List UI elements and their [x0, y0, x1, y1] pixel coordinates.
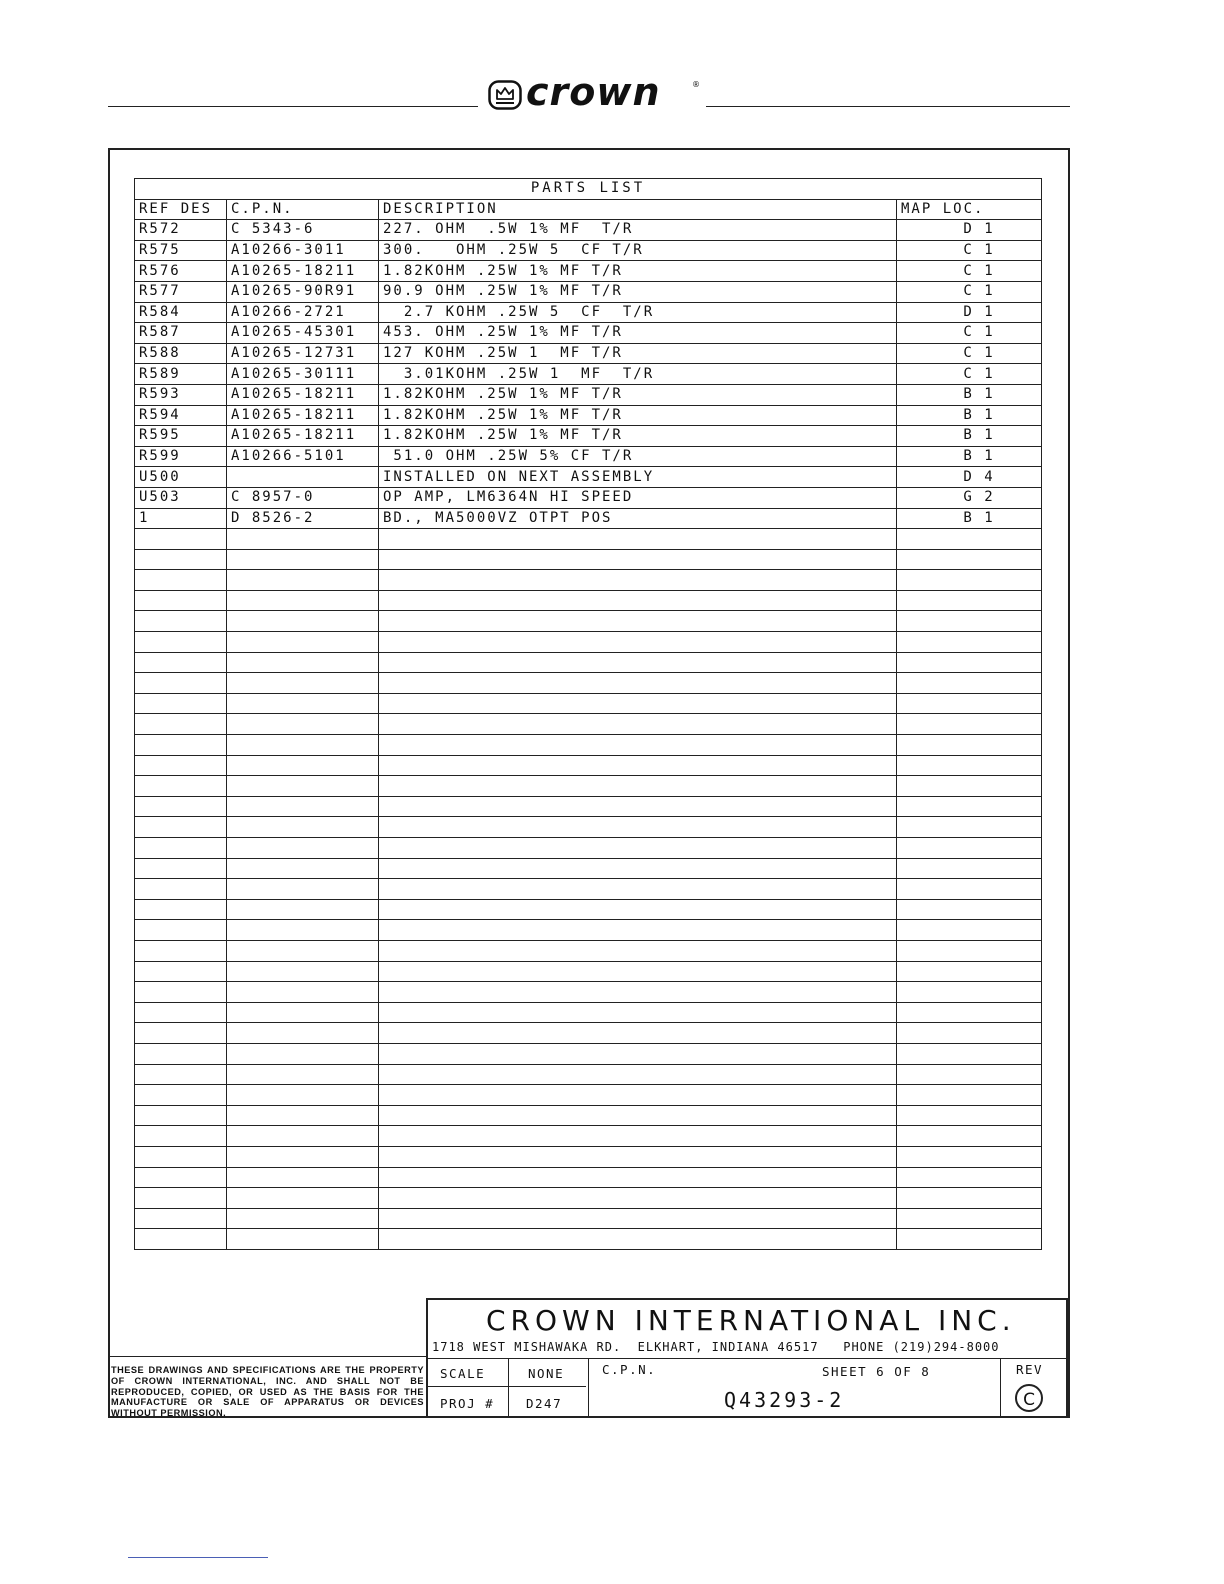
parts-row: [135, 1105, 1042, 1126]
registered-mark: ®: [692, 80, 700, 89]
map-loc-cell: [897, 549, 1042, 570]
ref-des-cell: R577: [135, 281, 227, 302]
ref-des-cell: R588: [135, 343, 227, 364]
description-cell: [379, 611, 897, 632]
parts-row: [135, 1126, 1042, 1147]
map-loc-cell: [897, 755, 1042, 776]
description-cell: [379, 1146, 897, 1167]
col-ref-des: REF DES: [135, 199, 227, 220]
cpn-cell: A10265-18211: [227, 426, 379, 447]
ref-des-cell: [135, 755, 227, 776]
parts-row: [135, 817, 1042, 838]
ref-des-cell: [135, 611, 227, 632]
ref-des-cell: R595: [135, 426, 227, 447]
scale-label: SCALE: [440, 1366, 486, 1381]
parts-row: [135, 549, 1042, 570]
description-cell: [379, 1167, 897, 1188]
cpn-cell: [227, 1023, 379, 1044]
cpn-cell: A10265-18211: [227, 405, 379, 426]
parts-row: [135, 323, 1042, 344]
ref-des-cell: [135, 1105, 227, 1126]
ref-des-cell: [135, 1085, 227, 1106]
description-cell: [379, 1085, 897, 1106]
description-cell: [379, 982, 897, 1003]
ref-des-cell: [135, 735, 227, 756]
parts-row: [135, 632, 1042, 653]
cpn-cell: C 5343-6: [227, 220, 379, 241]
cpn-cell: A10265-12731: [227, 343, 379, 364]
ref-des-cell: R599: [135, 446, 227, 467]
description-cell: [379, 590, 897, 611]
ref-des-cell: R593: [135, 384, 227, 405]
crown-logo: [488, 70, 702, 116]
ref-des-cell: [135, 796, 227, 817]
ref-des-cell: [135, 1023, 227, 1044]
map-loc-cell: [897, 1167, 1042, 1188]
ref-des-cell: [135, 961, 227, 982]
ref-des-cell: R589: [135, 364, 227, 385]
cpn-cell: A10265-18211: [227, 261, 379, 282]
cpn-cell: [227, 899, 379, 920]
map-loc-cell: [897, 838, 1042, 859]
description-cell: [379, 961, 897, 982]
cpn-cell: [227, 858, 379, 879]
cpn-cell: [227, 940, 379, 961]
scale-value: NONE: [528, 1366, 565, 1381]
column-header-row: [135, 199, 1042, 220]
map-loc-cell: C 1: [897, 240, 1042, 261]
ref-des-cell: [135, 529, 227, 550]
description-cell: [379, 549, 897, 570]
map-loc-cell: C 1: [897, 281, 1042, 302]
parts-row: [135, 1229, 1042, 1250]
parts-row: [135, 529, 1042, 550]
sheet-number: SHEET 6 OF 8: [822, 1364, 931, 1379]
cpn-cell: [227, 632, 379, 653]
parts-row: [135, 1023, 1042, 1044]
parts-row: [135, 405, 1042, 426]
cpn-cell: C 8957-0: [227, 487, 379, 508]
map-loc-cell: [897, 714, 1042, 735]
parts-row: [135, 343, 1042, 364]
map-loc-cell: [897, 1023, 1042, 1044]
parts-row: [135, 961, 1042, 982]
ref-des-cell: [135, 1208, 227, 1229]
description-cell: [379, 858, 897, 879]
map-loc-cell: [897, 776, 1042, 797]
col-description: DESCRIPTION: [379, 199, 897, 220]
cpn-cell: [227, 1229, 379, 1250]
parts-row: [135, 693, 1042, 714]
description-cell: [379, 1002, 897, 1023]
description-cell: 300. OHM .25W 5 CF T/R: [379, 240, 897, 261]
ref-des-cell: [135, 899, 227, 920]
cpn-cell: [227, 879, 379, 900]
parts-row: [135, 796, 1042, 817]
description-cell: INSTALLED ON NEXT ASSEMBLY: [379, 467, 897, 488]
map-loc-cell: [897, 632, 1042, 653]
ref-des-cell: [135, 776, 227, 797]
cpn-cell: A10265-18211: [227, 384, 379, 405]
cpn-cell: [227, 1043, 379, 1064]
cpn-cell: [227, 982, 379, 1003]
cpn-cell: [227, 1002, 379, 1023]
cpn-cell: [227, 693, 379, 714]
parts-list-body: [135, 220, 1042, 1250]
description-cell: [379, 735, 897, 756]
title-block-divider-scale: [428, 1386, 586, 1387]
cpn-cell: [227, 735, 379, 756]
description-cell: 2.7 KOHM .25W 5 CF T/R: [379, 302, 897, 323]
map-loc-cell: B 1: [897, 384, 1042, 405]
divider: [1000, 1358, 1001, 1418]
cpn-cell: [227, 920, 379, 941]
map-loc-cell: [897, 652, 1042, 673]
description-cell: [379, 1229, 897, 1250]
description-cell: [379, 652, 897, 673]
map-loc-cell: [897, 899, 1042, 920]
cpn-cell: [227, 673, 379, 694]
ref-des-cell: R587: [135, 323, 227, 344]
parts-row: [135, 240, 1042, 261]
map-loc-cell: D 4: [897, 467, 1042, 488]
cpn-label: C.P.N.: [602, 1362, 657, 1377]
cpn-cell: [227, 590, 379, 611]
parts-row: [135, 858, 1042, 879]
cpn-cell: A10266-3011: [227, 240, 379, 261]
ref-des-cell: [135, 838, 227, 859]
company-address: 1718 WEST MISHAWAKA RD. ELKHART, INDIANA 46517 PHONE (219)294-8000: [432, 1340, 1000, 1354]
ref-des-cell: [135, 549, 227, 570]
ref-des-cell: [135, 1064, 227, 1085]
parts-row: [135, 776, 1042, 797]
ref-des-cell: R584: [135, 302, 227, 323]
description-cell: [379, 1023, 897, 1044]
cpn-cell: [227, 652, 379, 673]
map-loc-cell: [897, 529, 1042, 550]
cpn-cell: A10265-90R91: [227, 281, 379, 302]
cpn-cell: D 8526-2: [227, 508, 379, 529]
parts-row: [135, 1167, 1042, 1188]
parts-row: [135, 1146, 1042, 1167]
cpn-cell: [227, 1146, 379, 1167]
map-loc-cell: [897, 940, 1042, 961]
parts-row: [135, 281, 1042, 302]
description-cell: [379, 529, 897, 550]
parts-row: [135, 982, 1042, 1003]
map-loc-cell: [897, 1229, 1042, 1250]
parts-row: [135, 714, 1042, 735]
parts-row: [135, 467, 1042, 488]
cpn-cell: [227, 838, 379, 859]
parts-row: [135, 611, 1042, 632]
description-cell: BD., MA5000VZ OTPT POS: [379, 508, 897, 529]
map-loc-cell: G 2: [897, 487, 1042, 508]
description-cell: [379, 879, 897, 900]
description-cell: 1.82KOHM .25W 1% MF T/R: [379, 426, 897, 447]
map-loc-cell: [897, 982, 1042, 1003]
map-loc-cell: B 1: [897, 446, 1042, 467]
ref-des-cell: [135, 858, 227, 879]
proj-label: PROJ #: [440, 1396, 495, 1411]
description-cell: 3.01KOHM .25W 1 MF T/R: [379, 364, 897, 385]
parts-row: [135, 1208, 1042, 1229]
ref-des-cell: [135, 940, 227, 961]
parts-row: [135, 899, 1042, 920]
cpn-cell: [227, 1085, 379, 1106]
cpn-cell: [227, 570, 379, 591]
map-loc-cell: [897, 920, 1042, 941]
parts-row: [135, 1064, 1042, 1085]
description-cell: 1.82KOHM .25W 1% MF T/R: [379, 405, 897, 426]
ref-des-cell: [135, 632, 227, 653]
description-cell: [379, 714, 897, 735]
description-cell: [379, 838, 897, 859]
map-loc-cell: [897, 1146, 1042, 1167]
ref-des-cell: [135, 879, 227, 900]
logo-wordmark: crown: [526, 70, 661, 114]
title-block: [426, 1298, 1068, 1418]
cpn-cell: [227, 1208, 379, 1229]
map-loc-cell: [897, 1126, 1042, 1147]
description-cell: [379, 1208, 897, 1229]
map-loc-cell: D 1: [897, 220, 1042, 241]
col-cpn: C.P.N.: [227, 199, 379, 220]
cpn-cell: [227, 1126, 379, 1147]
map-loc-cell: [897, 961, 1042, 982]
map-loc-cell: [897, 693, 1042, 714]
cpn-cell: A10265-45301: [227, 323, 379, 344]
map-loc-cell: C 1: [897, 323, 1042, 344]
description-cell: [379, 1126, 897, 1147]
company-name: CROWN INTERNATIONAL INC.: [486, 1304, 1016, 1337]
map-loc-cell: [897, 1105, 1042, 1126]
description-cell: [379, 570, 897, 591]
parts-row: [135, 1188, 1042, 1209]
cpn-cell: [227, 1188, 379, 1209]
ref-des-cell: [135, 673, 227, 694]
description-cell: 1.82KOHM .25W 1% MF T/R: [379, 384, 897, 405]
drawing-cpn: Q43293-2: [724, 1388, 845, 1412]
title-block-divider: [428, 1358, 1066, 1359]
description-cell: [379, 693, 897, 714]
description-cell: 227. OHM .5W 1% MF T/R: [379, 220, 897, 241]
cpn-cell: [227, 467, 379, 488]
cpn-cell: [227, 817, 379, 838]
ref-des-cell: [135, 693, 227, 714]
parts-row: [135, 220, 1042, 241]
description-cell: [379, 940, 897, 961]
ref-des-cell: [135, 920, 227, 941]
ref-des-cell: R576: [135, 261, 227, 282]
cpn-cell: [227, 714, 379, 735]
cpn-cell: [227, 1105, 379, 1126]
parts-row: [135, 838, 1042, 859]
ref-des-cell: [135, 570, 227, 591]
map-loc-cell: C 1: [897, 261, 1042, 282]
map-loc-cell: [897, 1064, 1042, 1085]
cpn-cell: A10265-30111: [227, 364, 379, 385]
ref-des-cell: [135, 1002, 227, 1023]
description-cell: [379, 1064, 897, 1085]
parts-row: [135, 426, 1042, 447]
parts-row: [135, 755, 1042, 776]
cpn-cell: [227, 529, 379, 550]
parts-row: [135, 735, 1042, 756]
parts-row: [135, 570, 1042, 591]
ref-des-cell: R572: [135, 220, 227, 241]
ref-des-cell: [135, 714, 227, 735]
header-rule-right: [706, 106, 1070, 107]
cpn-cell: [227, 961, 379, 982]
ref-des-cell: [135, 817, 227, 838]
parts-row: [135, 302, 1042, 323]
description-cell: 453. OHM .25W 1% MF T/R: [379, 323, 897, 344]
proj-value: D247: [526, 1396, 563, 1411]
parts-row: [135, 590, 1042, 611]
map-loc-cell: [897, 858, 1042, 879]
map-loc-cell: B 1: [897, 426, 1042, 447]
map-loc-cell: [897, 796, 1042, 817]
ref-des-cell: R594: [135, 405, 227, 426]
map-loc-cell: B 1: [897, 405, 1042, 426]
description-cell: [379, 1043, 897, 1064]
map-loc-cell: B 1: [897, 508, 1042, 529]
divider: [508, 1358, 509, 1418]
description-cell: [379, 776, 897, 797]
parts-row: [135, 940, 1042, 961]
cpn-cell: [227, 796, 379, 817]
description-cell: 127 KOHM .25W 1 MF T/R: [379, 343, 897, 364]
description-cell: OP AMP, LM6364N HI SPEED: [379, 487, 897, 508]
map-loc-cell: [897, 590, 1042, 611]
proprietary-notice: THESE DRAWINGS AND SPECIFICATIONS ARE THE PROPERTY OF CROWN INTERNATIONAL, INC. AND SHALL NOT BE REPRODUCED, COPIED, OR USED AS THE BASIS FOR THE MANUFACTURE OR SALE OF APPARATUS OR DEVICES WITHOUT PERMISSION.: [108, 1356, 426, 1418]
col-map-loc: MAP LOC.: [897, 199, 1042, 220]
description-cell: [379, 1105, 897, 1126]
ref-des-cell: [135, 590, 227, 611]
cpn-cell: A10266-2721: [227, 302, 379, 323]
ref-des-cell: U500: [135, 467, 227, 488]
parts-row: [135, 446, 1042, 467]
parts-row: [135, 673, 1042, 694]
map-loc-cell: [897, 735, 1042, 756]
crown-emblem-icon: [488, 80, 522, 110]
map-loc-cell: [897, 879, 1042, 900]
revision-letter: C: [1015, 1384, 1043, 1412]
parts-row: [135, 261, 1042, 282]
parts-row: [135, 364, 1042, 385]
parts-row: [135, 384, 1042, 405]
header-rule-left: [108, 106, 478, 107]
map-loc-cell: [897, 611, 1042, 632]
parts-row: [135, 1002, 1042, 1023]
map-loc-cell: [897, 1085, 1042, 1106]
parts-row: [135, 508, 1042, 529]
map-loc-cell: C 1: [897, 343, 1042, 364]
description-cell: [379, 899, 897, 920]
parts-list-table: [134, 178, 1042, 1250]
map-loc-cell: [897, 1208, 1042, 1229]
cpn-cell: [227, 755, 379, 776]
parts-row: [135, 1043, 1042, 1064]
description-cell: [379, 1188, 897, 1209]
cpn-cell: [227, 549, 379, 570]
rev-label: REV: [1016, 1362, 1044, 1377]
scan-mark: [128, 1557, 268, 1558]
description-cell: [379, 632, 897, 653]
ref-des-cell: [135, 1126, 227, 1147]
description-cell: [379, 817, 897, 838]
parts-row: [135, 879, 1042, 900]
divider: [588, 1358, 589, 1418]
ref-des-cell: [135, 1146, 227, 1167]
map-loc-cell: C 1: [897, 364, 1042, 385]
ref-des-cell: [135, 1229, 227, 1250]
ref-des-cell: U503: [135, 487, 227, 508]
cpn-cell: [227, 1167, 379, 1188]
map-loc-cell: [897, 570, 1042, 591]
ref-des-cell: 1: [135, 508, 227, 529]
map-loc-cell: D 1: [897, 302, 1042, 323]
parts-row: [135, 1085, 1042, 1106]
ref-des-cell: [135, 1188, 227, 1209]
map-loc-cell: [897, 1002, 1042, 1023]
parts-row: [135, 920, 1042, 941]
cpn-cell: [227, 1064, 379, 1085]
cpn-cell: [227, 776, 379, 797]
ref-des-cell: [135, 652, 227, 673]
map-loc-cell: [897, 1043, 1042, 1064]
parts-row: [135, 487, 1042, 508]
ref-des-cell: R575: [135, 240, 227, 261]
description-cell: [379, 755, 897, 776]
description-cell: 90.9 OHM .25W 1% MF T/R: [379, 281, 897, 302]
description-cell: [379, 796, 897, 817]
cpn-cell: A10266-5101: [227, 446, 379, 467]
description-cell: 51.0 OHM .25W 5% CF T/R: [379, 446, 897, 467]
map-loc-cell: [897, 817, 1042, 838]
ref-des-cell: [135, 1043, 227, 1064]
ref-des-cell: [135, 982, 227, 1003]
parts-list-title: PARTS LIST: [135, 179, 1042, 200]
map-loc-cell: [897, 1188, 1042, 1209]
ref-des-cell: [135, 1167, 227, 1188]
description-cell: 1.82KOHM .25W 1% MF T/R: [379, 261, 897, 282]
description-cell: [379, 920, 897, 941]
map-loc-cell: [897, 673, 1042, 694]
cpn-cell: [227, 611, 379, 632]
description-cell: [379, 673, 897, 694]
parts-row: [135, 652, 1042, 673]
